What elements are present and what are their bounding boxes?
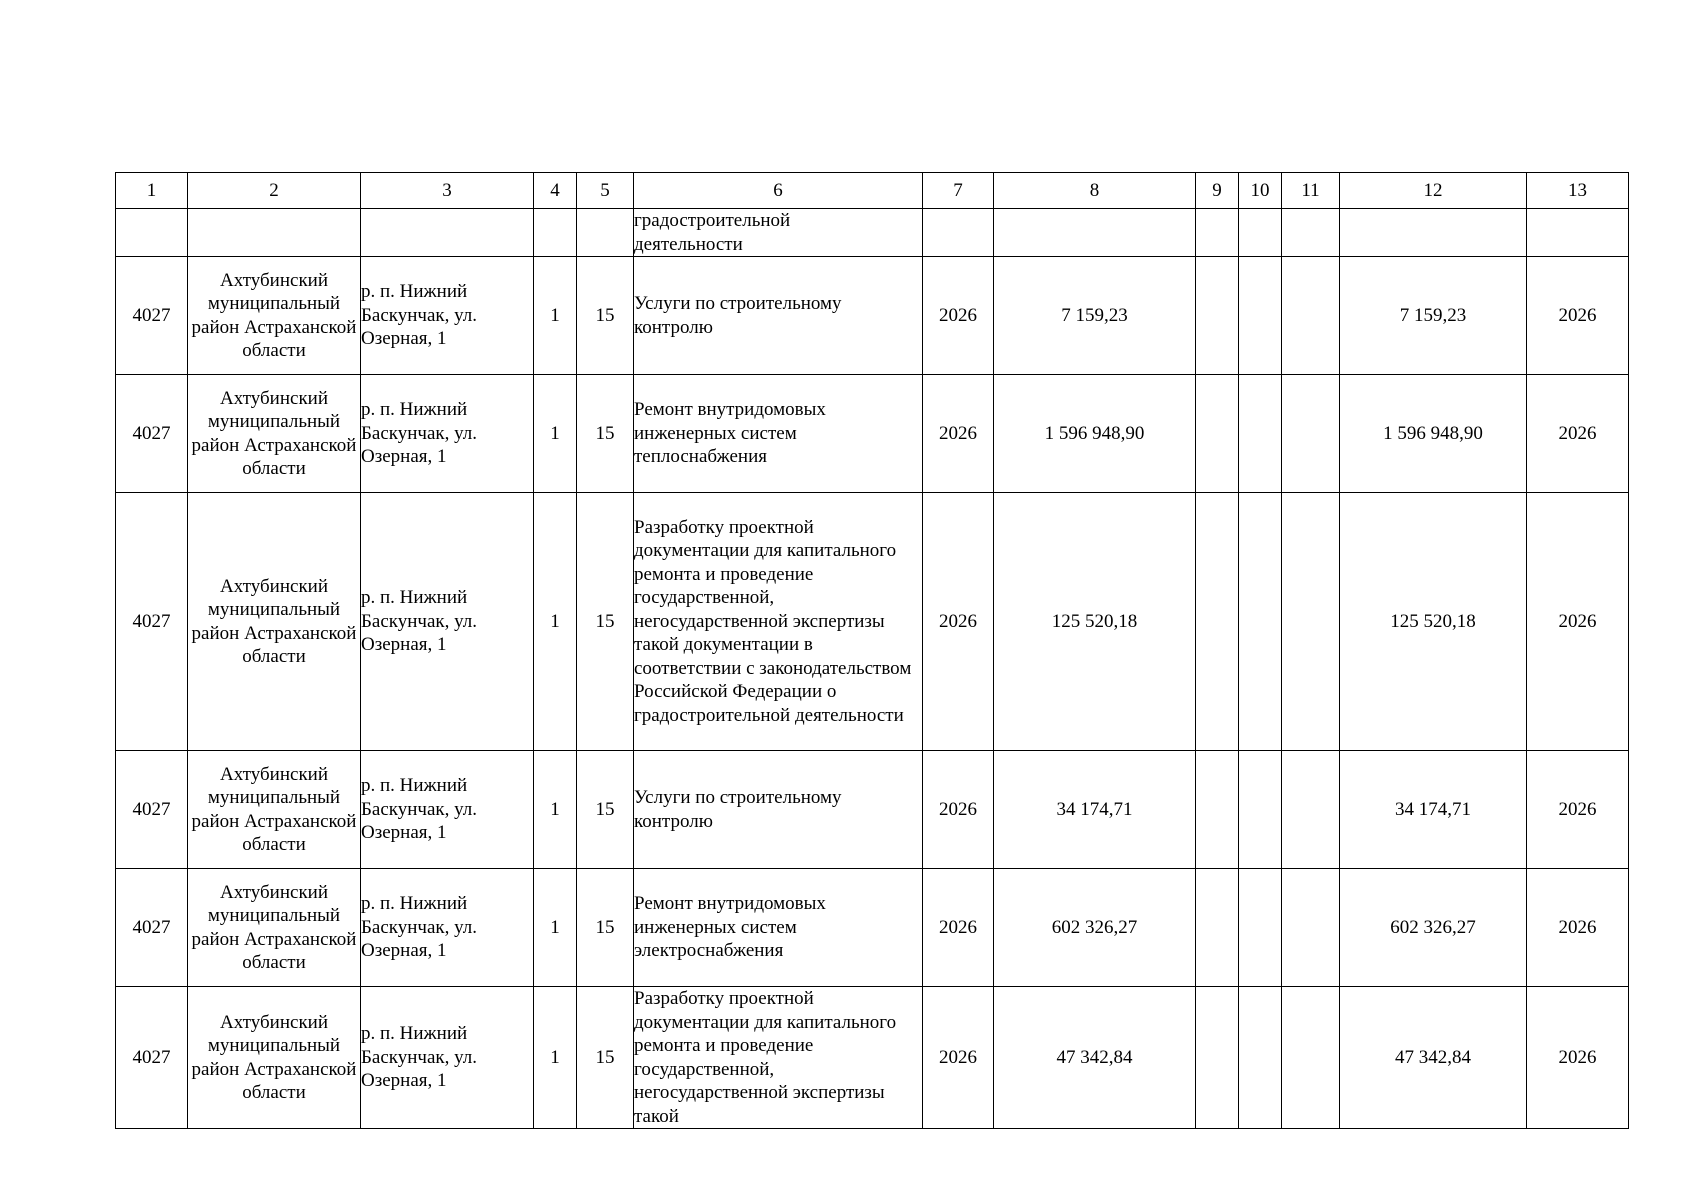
column-number-header: 4 [534, 173, 577, 209]
col12-cell: 1 596 948,90 [1340, 375, 1527, 493]
col11-cell [1282, 375, 1340, 493]
empty-cell [116, 209, 188, 257]
address-cell: р. п. Нижний Баскунчак, ул. Озерная, 1 [361, 257, 534, 375]
column-number-header: 9 [1196, 173, 1239, 209]
column-number-header: 6 [634, 173, 923, 209]
year-cell: 2026 [923, 375, 994, 493]
code-cell: 4027 [116, 257, 188, 375]
empty-cell [188, 209, 361, 257]
col9-cell [1196, 375, 1239, 493]
col11-cell [1282, 869, 1340, 987]
address-cell: р. п. Нижний Баскунчак, ул. Озерная, 1 [361, 751, 534, 869]
col9-cell [1196, 257, 1239, 375]
col4-cell: 1 [534, 375, 577, 493]
empty-cell [994, 209, 1196, 257]
column-number-header: 11 [1282, 173, 1340, 209]
col13-cell: 2026 [1527, 987, 1629, 1129]
col4-cell: 1 [534, 257, 577, 375]
continuation-row [116, 209, 1629, 257]
column-number-header: 5 [577, 173, 634, 209]
col10-cell [1239, 257, 1282, 375]
empty-cell [923, 209, 994, 257]
col13-cell: 2026 [1527, 257, 1629, 375]
col5-cell: 15 [577, 257, 634, 375]
district-cell: Ахтубинский муниципальный район Астраханской области [188, 751, 361, 869]
cost-cell: 47 342,84 [994, 987, 1196, 1129]
col11-cell [1282, 987, 1340, 1129]
cost-cell: 602 326,27 [994, 869, 1196, 987]
empty-cell [534, 209, 577, 257]
table-row [116, 257, 1629, 375]
column-number-header: 1 [116, 173, 188, 209]
col9-cell [1196, 493, 1239, 751]
col13-cell: 2026 [1527, 869, 1629, 987]
year-cell: 2026 [923, 987, 994, 1129]
cost-cell: 125 520,18 [994, 493, 1196, 751]
col10-cell [1239, 493, 1282, 751]
column-number-header: 2 [188, 173, 361, 209]
col9-cell [1196, 751, 1239, 869]
col12-cell: 7 159,23 [1340, 257, 1527, 375]
col4-cell: 1 [534, 751, 577, 869]
col10-cell [1239, 869, 1282, 987]
cost-cell: 7 159,23 [994, 257, 1196, 375]
code-cell: 4027 [116, 493, 188, 751]
col4-cell: 1 [534, 869, 577, 987]
col4-cell: 1 [534, 493, 577, 751]
cost-cell: 34 174,71 [994, 751, 1196, 869]
col13-cell: 2026 [1527, 375, 1629, 493]
district-cell: Ахтубинский муниципальный район Астраханской области [188, 257, 361, 375]
work-type-cell: градостроительной деятельности [634, 209, 923, 257]
col10-cell [1239, 987, 1282, 1129]
col4-cell: 1 [534, 987, 577, 1129]
empty-cell [1527, 209, 1629, 257]
empty-cell [361, 209, 534, 257]
empty-cell [1239, 209, 1282, 257]
cost-cell: 1 596 948,90 [994, 375, 1196, 493]
district-cell: Ахтубинский муниципальный район Астраханской области [188, 987, 361, 1129]
address-cell: р. п. Нижний Баскунчак, ул. Озерная, 1 [361, 987, 534, 1129]
work-type-cell: Разработку проектной документации для капитального ремонта и проведение государственной, негосударственной экспертизы такой документации в соответствии с законодательством Российской Федерации о градостроительной деятельности [634, 493, 923, 751]
col12-cell: 602 326,27 [1340, 869, 1527, 987]
column-number-header: 12 [1340, 173, 1527, 209]
code-cell: 4027 [116, 869, 188, 987]
work-type-cell: Разработку проектной документации для капитального ремонта и проведение государственной, негосударственной экспертизы такой [634, 987, 923, 1129]
empty-cell [1196, 209, 1239, 257]
table-row [116, 375, 1629, 493]
empty-cell [577, 209, 634, 257]
address-cell: р. п. Нижний Баскунчак, ул. Озерная, 1 [361, 375, 534, 493]
col13-cell: 2026 [1527, 751, 1629, 869]
code-cell: 4027 [116, 375, 188, 493]
col5-cell: 15 [577, 493, 634, 751]
table-row [116, 987, 1629, 1129]
col9-cell [1196, 987, 1239, 1129]
col10-cell [1239, 751, 1282, 869]
column-number-header: 10 [1239, 173, 1282, 209]
district-cell: Ахтубинский муниципальный район Астраханской области [188, 375, 361, 493]
col13-cell: 2026 [1527, 493, 1629, 751]
col5-cell: 15 [577, 869, 634, 987]
col12-cell: 34 174,71 [1340, 751, 1527, 869]
column-number-header: 13 [1527, 173, 1629, 209]
table-row [116, 493, 1629, 751]
table-row [116, 751, 1629, 869]
col11-cell [1282, 493, 1340, 751]
address-cell: р. п. Нижний Баскунчак, ул. Озерная, 1 [361, 493, 534, 751]
column-number-header: 8 [994, 173, 1196, 209]
empty-cell [1282, 209, 1340, 257]
col5-cell: 15 [577, 375, 634, 493]
code-cell: 4027 [116, 751, 188, 869]
district-cell: Ахтубинский муниципальный район Астраханской области [188, 869, 361, 987]
column-number-header: 7 [923, 173, 994, 209]
column-number-header: 3 [361, 173, 534, 209]
col5-cell: 15 [577, 751, 634, 869]
address-cell: р. п. Нижний Баскунчак, ул. Озерная, 1 [361, 869, 534, 987]
district-cell: Ахтубинский муниципальный район Астраханской области [188, 493, 361, 751]
work-type-cell: Услуги по строительному контролю [634, 751, 923, 869]
table-row [116, 869, 1629, 987]
year-cell: 2026 [923, 869, 994, 987]
work-type-cell: Ремонт внутридомовых инженерных систем электроснабжения [634, 869, 923, 987]
year-cell: 2026 [923, 493, 994, 751]
work-type-cell: Услуги по строительному контролю [634, 257, 923, 375]
col5-cell: 15 [577, 987, 634, 1129]
column-number-row [116, 173, 1629, 209]
col9-cell [1196, 869, 1239, 987]
col12-cell: 125 520,18 [1340, 493, 1527, 751]
empty-cell [1340, 209, 1527, 257]
works-table [115, 172, 1629, 1129]
col10-cell [1239, 375, 1282, 493]
col11-cell [1282, 751, 1340, 869]
year-cell: 2026 [923, 751, 994, 869]
code-cell: 4027 [116, 987, 188, 1129]
work-type-cell: Ремонт внутридомовых инженерных систем теплоснабжения [634, 375, 923, 493]
year-cell: 2026 [923, 257, 994, 375]
col11-cell [1282, 257, 1340, 375]
col12-cell: 47 342,84 [1340, 987, 1527, 1129]
